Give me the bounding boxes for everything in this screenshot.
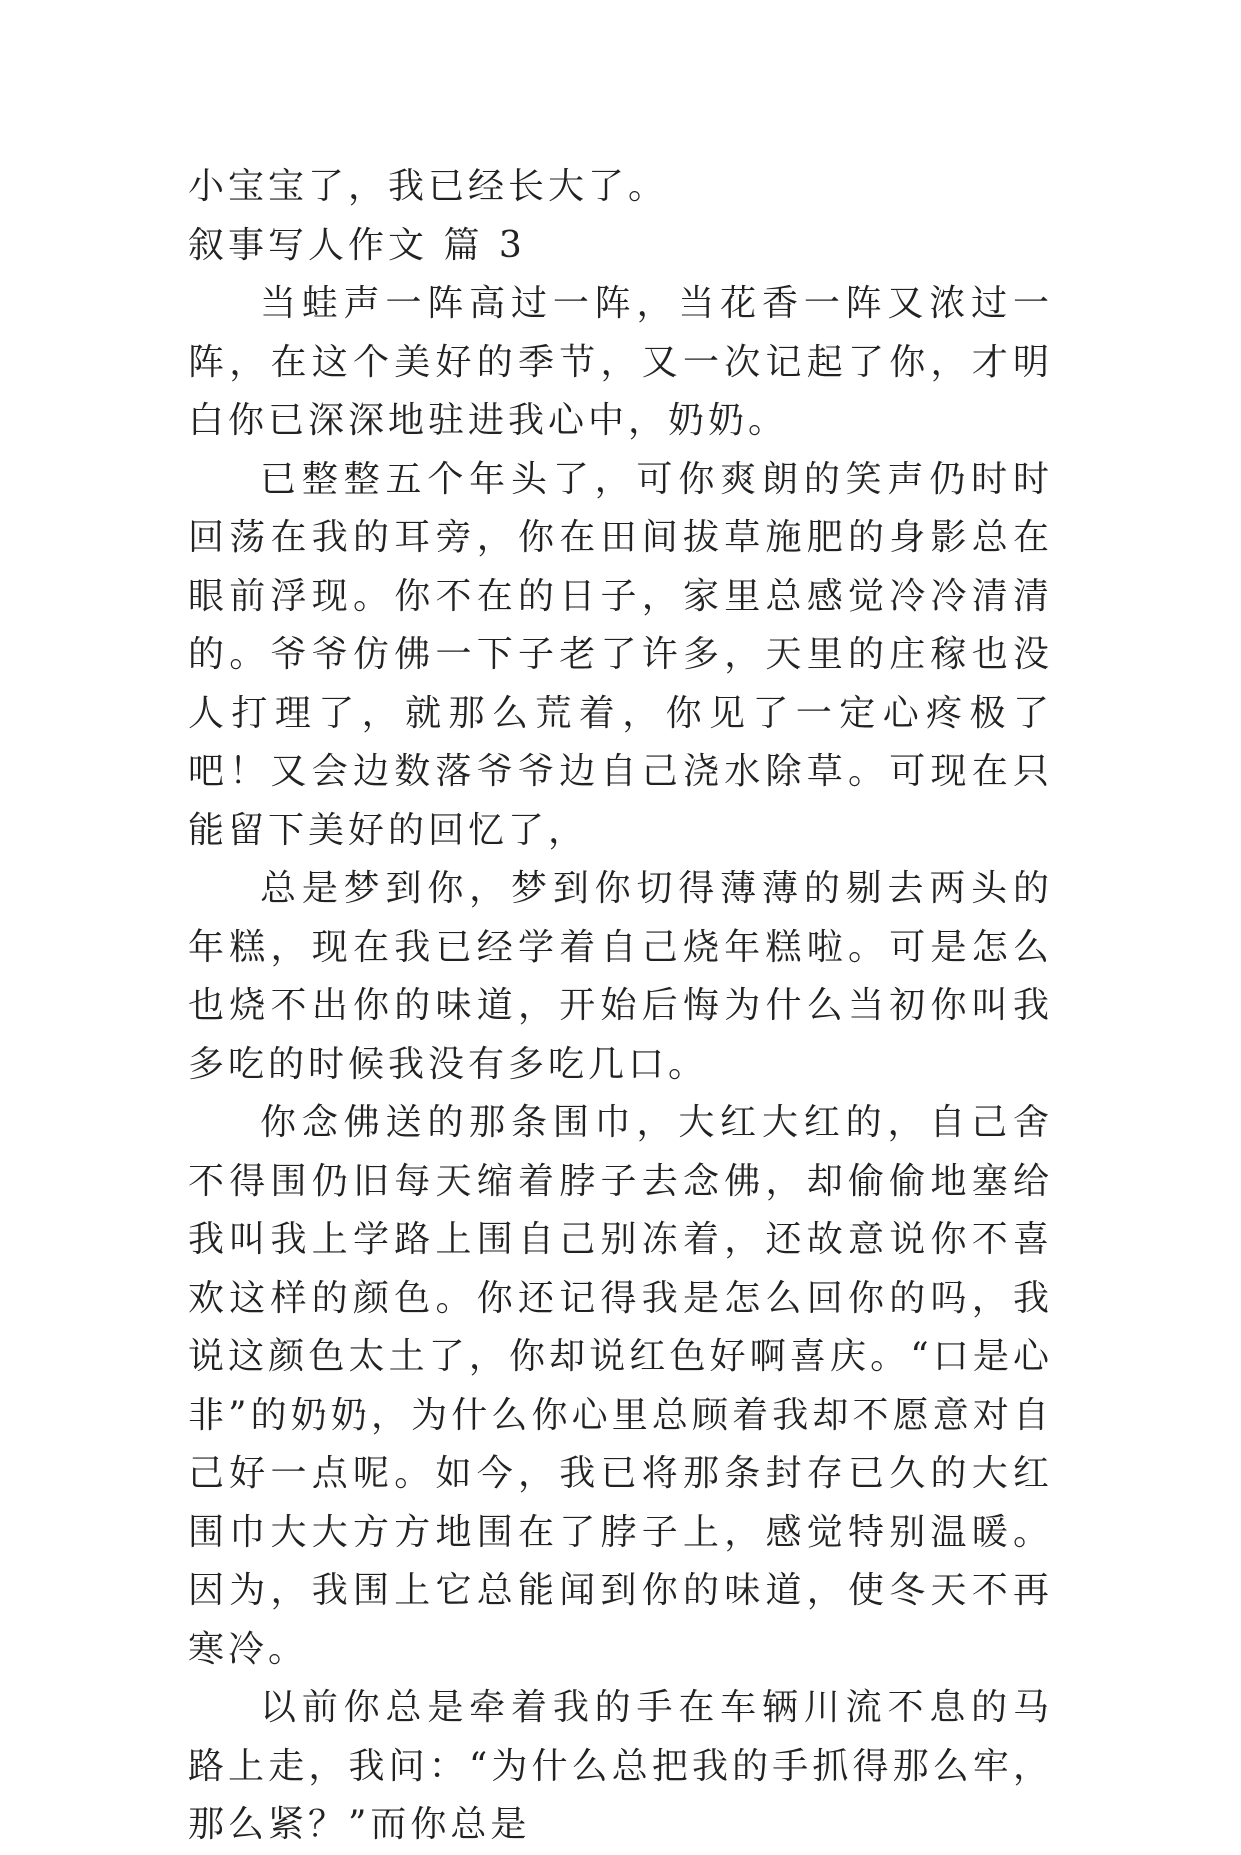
paragraph: 总是梦到你，梦到你切得薄薄的剔去两头的年糕，现在我已经学着自己烧年糕啦。可是怎么也烧不出你的味道，开始后悔为什么当初你叫我多吃的时候我没有多吃几口。 (188, 868, 1053, 1085)
lead-line: 小宝宝了，我已经长大了。 (188, 166, 669, 207)
document-body (188, 158, 1053, 1855)
paragraph: 已整整五个年头了，可你爽朗的笑声仍时时回荡在我的耳旁，你在田间拔草施肥的身影总在眼前浮现。你不在的日子，家里总感觉冷冷清清的。爷爷仿佛一下子老了许多，天里的庄稼也没人打理了，就那么荒着，你见了一定心疼极了吧！又会边数落爷爷边自己浇水除草。可现在只能留下美好的回忆了， (188, 458, 1053, 851)
paragraph: 你念佛送的那条围巾，大红大红的，自己舍不得围仍旧每天缩着脖子去念佛，却偷偷地塞给我叫我上学路上围自己别冻着，还故意说你不喜欢这样的颜色。你还记得我是怎么回你的吗，我说这颜色太土了，你却说红色好啊喜庆。“口是心非”的奶奶，为什么你心里总顾着我却不愿意对自己好一点呢。如今，我已将那条封存已久的大红围巾大大方方地围在了脖子上，感觉特别温暖。因为，我围上它总能闻到你的味道，使冬天不再寒冷。 (188, 1102, 1053, 1670)
paragraph: 当蛙声一阵高过一阵，当花香一阵又浓过一阵，在这个美好的季节，又一次记起了你，才明白你已深深地驻进我心中，奶奶。 (188, 283, 1053, 441)
section-heading: 叙事写人作文 篇 3 (188, 224, 526, 266)
paragraph: 以前你总是牵着我的手在车辆川流不息的马路上走，我问：“为什么总把我的手抓得那么牢，那么紧？”而你总是 (188, 1687, 1053, 1845)
